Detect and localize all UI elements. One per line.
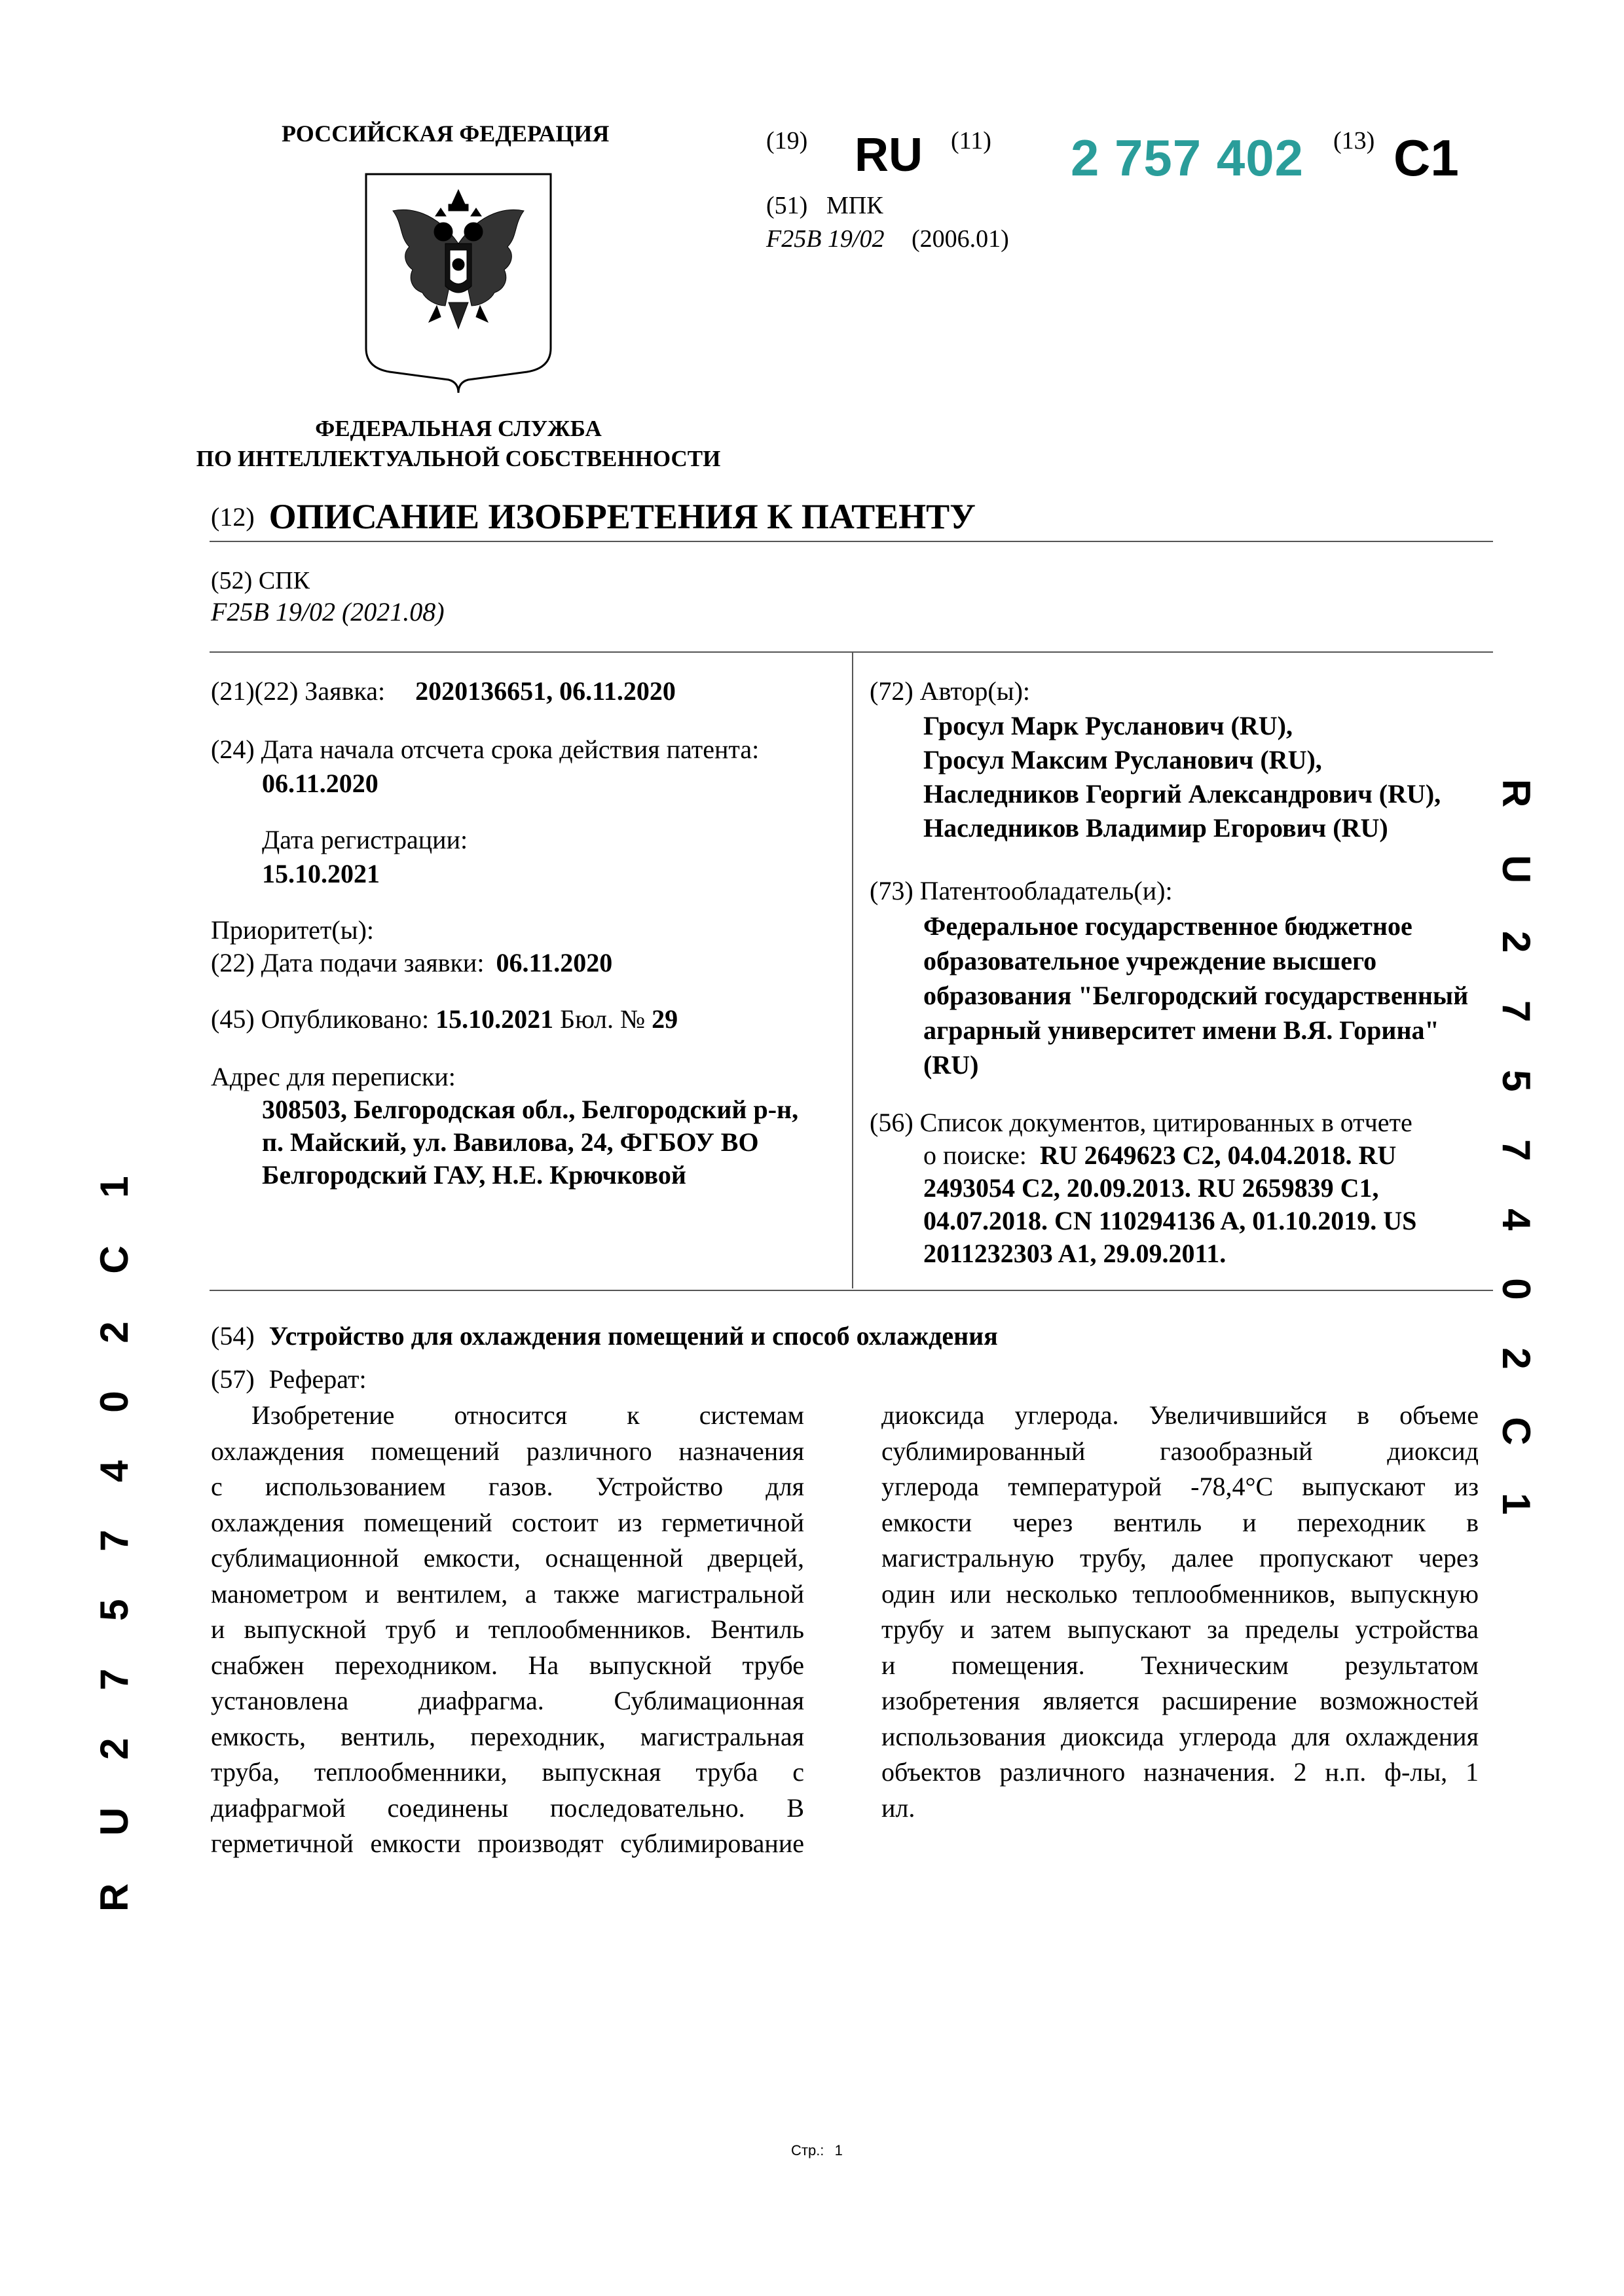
code-51: (51): [766, 192, 808, 219]
abstract-line: охлаждения помещений состоит из герметичной: [211, 1507, 804, 1537]
holder-line: Федеральное государственное бюджетное: [923, 911, 1412, 941]
rule-bottom: [210, 1290, 1493, 1291]
abstract-line: труба, теплообменники, выпускная труба с: [211, 1757, 804, 1787]
abstract-line: Изобретение относится к системам: [251, 1400, 804, 1430]
abstract-line: и помещения. Техническим результатом: [881, 1650, 1479, 1680]
abstract-line: с использованием газов. Устройство для: [211, 1472, 804, 1501]
invention-row: [211, 1320, 998, 1353]
rule-top: [210, 541, 1493, 542]
term-row: [211, 733, 840, 766]
holder-label: Патентообладатель(и):: [919, 876, 1173, 905]
holder-code: (73): [870, 876, 913, 905]
address-label: Адрес для переписки:: [211, 1062, 456, 1091]
abstract-line: один или несколько теплообменников, выпускную: [881, 1578, 1479, 1609]
address-line: п. Майский, ул. Вавилова, 24, ФГБОУ ВО: [262, 1127, 759, 1157]
cpc-label: [211, 564, 310, 597]
abstract-line: снабжен переходником. На выпускной трубе: [211, 1650, 804, 1680]
invention-code: (54): [211, 1321, 255, 1351]
term-code: (24): [211, 735, 255, 764]
agency-line-1: ФЕДЕРАЛЬНАЯ СЛУЖБА: [315, 416, 602, 441]
title-code: (12): [211, 502, 255, 532]
authors-list: [923, 709, 1441, 845]
code-11: (11): [951, 127, 991, 155]
application-row: [211, 675, 840, 708]
abstract-line: сублимационной емкости, оснащенной дверцей,: [211, 1543, 804, 1573]
reference-line: 04.07.2018. CN 110294136 A, 01.10.2019. US: [923, 1206, 1417, 1235]
refs-label: Список документов, цитированных в отчете: [919, 1108, 1412, 1137]
reference-line: 2493054 C2, 20.09.2013. RU 2659839 C1,: [923, 1173, 1379, 1203]
ipc-label: МПК: [826, 192, 883, 219]
title-text: ОПИСАНИЕ ИЗОБРЕТЕНИЯ К ПАТЕНТУ: [268, 497, 976, 536]
abstract-line: использования диоксида углерода для охлаждения: [881, 1721, 1479, 1751]
term-label: Дата начала отсчета срока действия патента:: [261, 735, 760, 764]
filing-row: [211, 947, 612, 979]
abstract-line: трубу и затем выпускают за пределы устройства: [881, 1614, 1479, 1644]
abstract-line: манометром и вентилем, а также магистральной: [211, 1578, 804, 1609]
pub-label: Опубликовано:: [261, 1004, 430, 1034]
abstract-code: (57): [211, 1364, 255, 1394]
author-item: Наследников Георгий Александрович (RU),: [923, 779, 1441, 809]
app-label: Заявка:: [304, 676, 386, 706]
page-footer: [791, 2142, 843, 2159]
bulletin-label: Бюл. №: [560, 1004, 646, 1034]
abstract-line: герметичной емкости производят сублимирование: [211, 1829, 804, 1858]
coat-of-arms-emblem: [363, 172, 553, 394]
abstract-line: сублимированный газообразный диоксид: [881, 1436, 1479, 1466]
abstract-line: диафрагмой соединены последовательно. В: [211, 1793, 804, 1823]
authors-label: Автор(ы):: [919, 676, 1030, 706]
holder-row: [870, 875, 1173, 907]
country-name: РОССИЙСКАЯ ФЕДЕРАЦИЯ: [282, 120, 610, 147]
pub-value: 15.10.2021: [435, 1004, 554, 1034]
code-19: (19): [766, 127, 808, 155]
author-item: Гросул Максим Русланович (RU),: [923, 745, 1322, 774]
abstract-line: углерода температурой -78,4°C выпускают из: [881, 1472, 1479, 1501]
authors-code: (72): [870, 676, 913, 706]
address-line: Белгородский ГАУ, Н.Е. Крючковой: [262, 1160, 686, 1190]
side-patent-number-right: R U 2 7 5 7 4 0 2 C 1: [1494, 779, 1538, 1520]
app-value: 2020136651, 06.11.2020: [415, 676, 676, 706]
country-code: RU: [855, 129, 923, 181]
holder-line: образовательное учреждение высшего: [923, 946, 1377, 975]
reg-value: 15.10.2021: [262, 859, 380, 888]
filing-code: (22): [211, 948, 255, 977]
cpc-value: F25B 19/02 (2021.08): [211, 597, 445, 627]
abstract-line: охлаждения помещений различного назначения: [211, 1436, 804, 1466]
abstract-line: емкость, вентиль, переходник, магистральная: [211, 1721, 804, 1751]
page-label: Стр.:: [791, 2142, 824, 2159]
abstract-line: и выпускной труб и теплообменников. Вентиль: [211, 1614, 804, 1644]
term-value: 06.11.2020: [262, 769, 378, 798]
agency-name: [164, 414, 753, 474]
refs-lead: о поиске:: [923, 1140, 1027, 1170]
author-item: Гросул Марк Русланович (RU),: [923, 711, 1293, 740]
cpc-code: (52): [211, 567, 253, 594]
address-line: 308503, Белгородская обл., Белгородский р-н,: [262, 1095, 799, 1124]
abstract-label: Реферат:: [268, 1364, 367, 1394]
patent-number: 2 757 402: [1071, 129, 1304, 187]
refs-code: (56): [870, 1108, 913, 1137]
pub-code: (45): [211, 1004, 255, 1034]
holder-line: (RU): [923, 1050, 979, 1080]
publication-row: [211, 1003, 678, 1036]
ipc-class: F25B 19/02: [766, 225, 885, 253]
address-block: [262, 1093, 798, 1192]
page-number: 1: [834, 2142, 843, 2159]
agency-line-2: ПО ИНТЕЛЛЕКТУАЛЬНОЙ СОБСТВЕННОСТИ: [196, 446, 721, 471]
references-block: [923, 1139, 1416, 1270]
reference-line: RU 2649623 C2, 04.04.2018. RU: [1039, 1140, 1397, 1170]
side-patent-number-left: R U 2 7 5 7 4 0 2 C 1: [92, 1171, 136, 1912]
references-row: [870, 1106, 1412, 1139]
holder-line: аграрный университет имени В.Я. Горина": [923, 1015, 1439, 1045]
holder-line: образования "Белгородский государственный: [923, 981, 1469, 1010]
invention-title: Устройство для охлаждения помещений и способ охлаждения: [268, 1321, 998, 1351]
abstract-line: установлена диафрагма. Сублимационная: [211, 1686, 804, 1715]
cpc-name: СПК: [258, 567, 310, 594]
document-title: [211, 496, 976, 537]
abstract-line: емкости через вентиль и переходник в: [881, 1507, 1479, 1537]
abstract-column-2: [881, 1398, 1479, 1826]
reg-label: Дата регистрации:: [262, 825, 468, 854]
filing-label: Дата подачи заявки:: [261, 948, 485, 977]
filing-value: 06.11.2020: [496, 948, 613, 977]
rule-mid: [210, 651, 1493, 653]
abstract-line: магистральную трубу, далее пропускают через: [881, 1543, 1479, 1573]
bulletin-value: 29: [652, 1004, 678, 1034]
abstract-column-1: [211, 1398, 804, 1862]
app-code: (21)(22): [211, 676, 299, 706]
column-divider: [852, 652, 853, 1288]
abstract-line: объектов различного назначения. 2 н.п. ф-лы, 1: [881, 1757, 1479, 1787]
kind-code: C1: [1393, 129, 1459, 187]
author-item: Наследников Владимир Егорович (RU): [923, 813, 1388, 843]
priority-label: Приоритет(ы):: [211, 915, 375, 945]
holder-block: [923, 909, 1468, 1082]
abstract-line: диоксида углерода. Увеличившийся в объеме: [881, 1400, 1479, 1430]
abstract-line: ил.: [881, 1793, 915, 1823]
ipc-version: (2006.01): [912, 225, 1009, 253]
code-13: (13): [1333, 127, 1375, 155]
authors-row: [870, 675, 1030, 708]
reference-line: 2011232303 A1, 29.09.2011.: [923, 1239, 1227, 1268]
abstract-heading: [211, 1363, 367, 1396]
abstract-line: изобретения является расширение возможностей: [881, 1686, 1479, 1715]
